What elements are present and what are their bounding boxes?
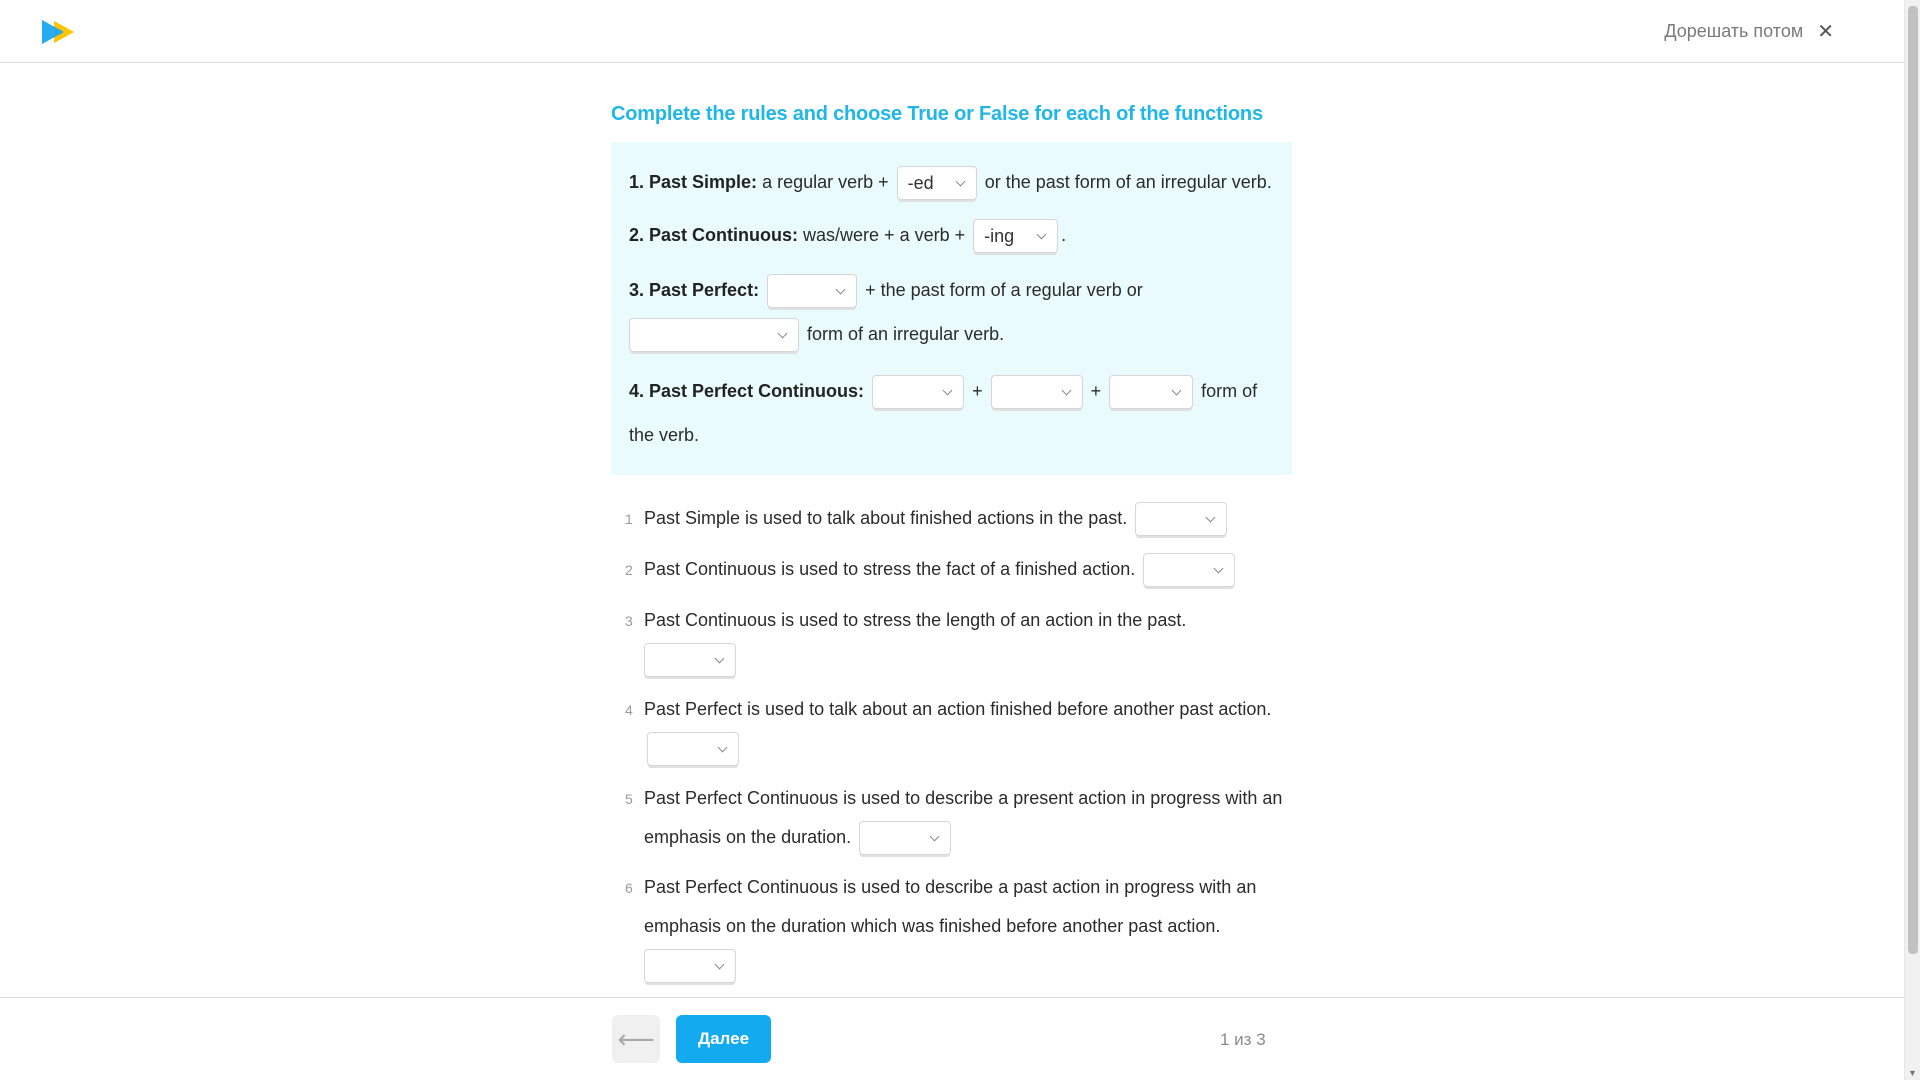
question-text-wrap bbox=[644, 868, 1284, 985]
question-text: Past Perfect Continuous is used to describe a past action in progress with an emphasis on the duration which was finished before another past action. bbox=[644, 877, 1257, 936]
rule-3-label: 3. Past Perfect: bbox=[629, 280, 760, 300]
rule-4-select-2[interactable] bbox=[991, 375, 1083, 409]
rule-3-select-form[interactable] bbox=[629, 318, 799, 352]
close-icon[interactable]: ✕ bbox=[1817, 20, 1834, 43]
question-text: Past Perfect is used to talk about an action finished before another past action. bbox=[644, 699, 1272, 719]
rule-2 bbox=[629, 215, 1274, 255]
rule-4-select-3[interactable] bbox=[1109, 375, 1193, 409]
rule-1 bbox=[629, 162, 1274, 202]
question-number: 6 bbox=[625, 880, 633, 896]
scroll-down-arrow-icon[interactable]: ▼ bbox=[1908, 1068, 1917, 1078]
true-false-select[interactable] bbox=[1135, 502, 1227, 536]
chevron-down-icon bbox=[718, 744, 728, 754]
question-text-wrap bbox=[644, 690, 1284, 768]
rule-3-select-aux[interactable] bbox=[767, 274, 857, 308]
back-button[interactable] bbox=[612, 1015, 660, 1063]
rules-box bbox=[611, 142, 1292, 475]
footer-bar bbox=[0, 997, 1904, 1080]
true-false-select[interactable] bbox=[1143, 553, 1235, 587]
true-false-select[interactable] bbox=[644, 949, 736, 983]
arrow-left-icon: ⟵ bbox=[617, 1023, 655, 1054]
rule-4 bbox=[629, 369, 1274, 457]
rule-1-text-after: or the past form of an irregular verb. bbox=[984, 172, 1272, 192]
rule-3-text-middle: + the past form of a regular verb or bbox=[865, 280, 1143, 300]
rule-4-text-after: form of the verb. bbox=[629, 381, 1258, 445]
question-item bbox=[625, 868, 1292, 985]
question-number: 3 bbox=[625, 613, 633, 629]
chevron-down-icon bbox=[930, 833, 940, 843]
question-text: Past Continuous is used to stress the length of an action in the past. bbox=[644, 610, 1187, 630]
question-text-wrap bbox=[644, 499, 1284, 539]
true-false-list bbox=[611, 499, 1292, 985]
rule-2-select-value: -ing bbox=[984, 226, 1015, 247]
question-text: Past Perfect Continuous is used to describe a present action in progress with an emphasis on the duration. bbox=[644, 788, 1283, 847]
scrollbar-thumb[interactable] bbox=[1908, 6, 1918, 954]
next-button[interactable]: Далее bbox=[676, 1015, 771, 1063]
question-number: 1 bbox=[625, 511, 633, 527]
rule-2-text-before: was/were + a verb + bbox=[803, 225, 966, 245]
rule-4-select-1[interactable] bbox=[872, 375, 964, 409]
question-text-wrap bbox=[644, 779, 1284, 857]
chevron-down-icon bbox=[1214, 565, 1224, 575]
question-number: 5 bbox=[625, 791, 633, 807]
chevron-down-icon bbox=[715, 961, 725, 971]
rule-1-select-value: -ed bbox=[907, 173, 934, 194]
plus-sign: + bbox=[1090, 381, 1102, 401]
exercise-content bbox=[611, 103, 1292, 996]
rule-1-label: 1. Past Simple: bbox=[629, 172, 758, 192]
rule-4-label: 4. Past Perfect Continuous: bbox=[629, 381, 865, 401]
solve-later-button[interactable] bbox=[1664, 21, 1834, 42]
chevron-down-icon bbox=[1062, 387, 1072, 397]
question-item bbox=[625, 690, 1292, 768]
true-false-select[interactable] bbox=[859, 821, 951, 855]
rule-1-text-before: a regular verb + bbox=[762, 172, 889, 192]
exercise-title: Complete the rules and choose True or False for each of the functions bbox=[611, 103, 1263, 125]
question-item bbox=[625, 601, 1292, 679]
solve-later-label: Дорешать потом bbox=[1664, 21, 1804, 41]
true-false-select[interactable] bbox=[644, 643, 736, 677]
chevron-down-icon bbox=[715, 655, 725, 665]
question-item bbox=[625, 550, 1292, 590]
chevron-down-icon bbox=[778, 330, 788, 340]
rule-2-label: 2. Past Continuous: bbox=[629, 225, 799, 245]
page-counter: 1 из 3 bbox=[1220, 1030, 1266, 1049]
chevron-down-icon bbox=[943, 387, 953, 397]
rule-3 bbox=[629, 268, 1274, 356]
question-text: Past Continuous is used to stress the fact of a finished action. bbox=[644, 559, 1136, 579]
question-item bbox=[625, 499, 1292, 539]
question-number: 2 bbox=[625, 562, 633, 578]
question-number: 4 bbox=[625, 702, 633, 718]
chevron-down-icon bbox=[1206, 514, 1216, 524]
rule-2-select[interactable] bbox=[973, 219, 1058, 253]
question-text-wrap bbox=[644, 601, 1284, 679]
true-false-select[interactable] bbox=[647, 732, 739, 766]
question-text: Past Simple is used to talk about finished actions in the past. bbox=[644, 508, 1128, 528]
chevron-down-icon bbox=[1037, 231, 1047, 241]
rule-1-select[interactable] bbox=[897, 166, 977, 200]
chevron-down-icon bbox=[956, 178, 966, 188]
page-scrollbar[interactable] bbox=[1904, 0, 1920, 1080]
question-item bbox=[625, 779, 1292, 857]
logo-play-icon bbox=[40, 19, 76, 45]
rule-2-text-after: . bbox=[1061, 225, 1067, 245]
top-bar bbox=[0, 0, 1904, 63]
chevron-down-icon bbox=[1172, 387, 1182, 397]
question-text-wrap bbox=[644, 550, 1284, 590]
rule-3-text-after: form of an irregular verb. bbox=[807, 324, 1005, 344]
chevron-down-icon bbox=[836, 286, 846, 296]
plus-sign: + bbox=[972, 381, 983, 401]
